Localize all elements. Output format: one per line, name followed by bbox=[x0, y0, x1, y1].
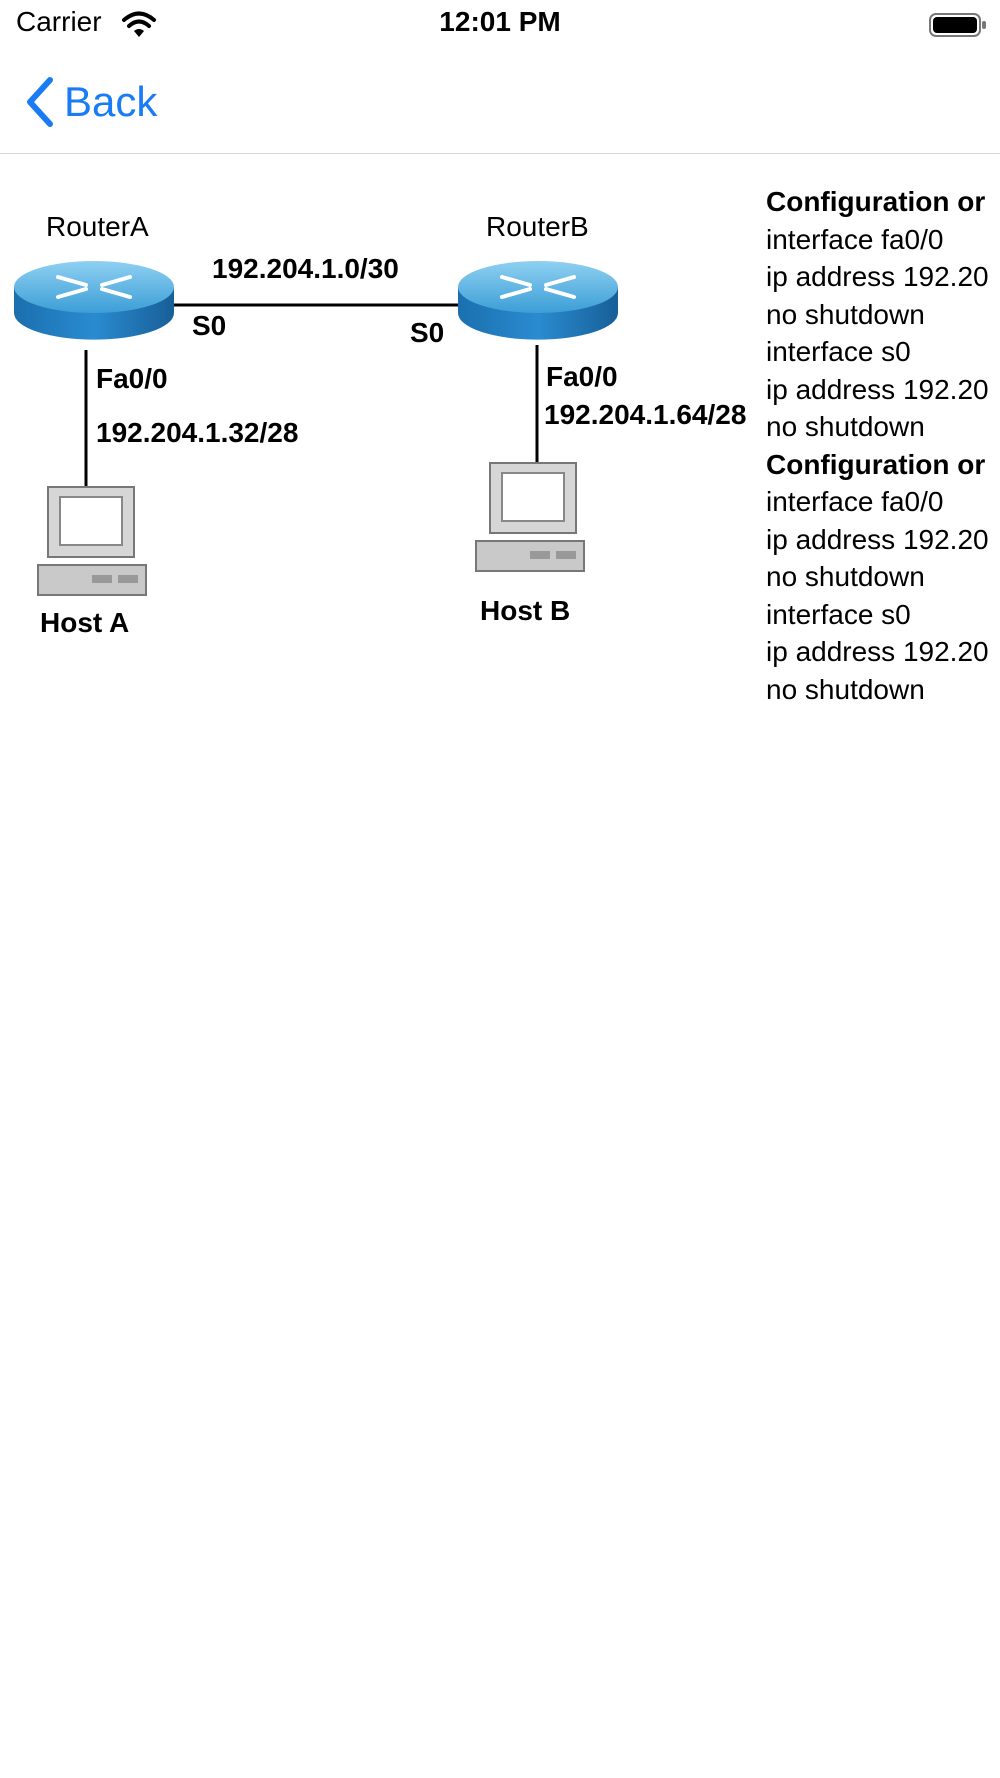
config-heading: Configuration or bbox=[766, 448, 986, 480]
back-button[interactable] bbox=[24, 72, 157, 132]
router-a-serial-label: S0 bbox=[192, 310, 227, 341]
host-b-label: Host B bbox=[480, 595, 571, 626]
config-line: interface s0 bbox=[766, 336, 911, 367]
chevron-left-icon bbox=[24, 76, 54, 128]
router-b-serial-label: S0 bbox=[410, 317, 445, 348]
host-a-computer-icon bbox=[38, 487, 146, 595]
configuration-text bbox=[766, 183, 1000, 708]
lan-a-subnet-label: 192.204.1.32/28 bbox=[96, 417, 299, 448]
wan-subnet-label: 192.204.1.0/30 bbox=[212, 253, 399, 284]
config-heading: Configuration or bbox=[766, 186, 986, 217]
router-a-icon bbox=[14, 261, 174, 340]
lan-b-subnet-label: 192.204.1.64/28 bbox=[544, 399, 747, 430]
config-line: interface fa0/0 bbox=[766, 223, 944, 255]
nav-divider bbox=[0, 153, 1000, 154]
status-time: 12:01 PM bbox=[439, 6, 561, 37]
host-a-label: Host A bbox=[40, 607, 130, 638]
config-line: no shutdown bbox=[766, 673, 925, 705]
config-line: ip address 192.20 bbox=[766, 636, 989, 667]
router-a-fa-label: Fa0/0 bbox=[96, 363, 168, 394]
router-b-fa-label: Fa0/0 bbox=[546, 361, 618, 392]
config-line: interface s0 bbox=[766, 598, 911, 630]
config-line: no shutdown bbox=[766, 411, 925, 442]
back-label: Back bbox=[64, 78, 158, 125]
host-b-computer-icon bbox=[476, 463, 584, 571]
router-a-label: RouterA bbox=[46, 211, 149, 242]
config-line: no shutdown bbox=[766, 561, 925, 592]
router-b-label: RouterB bbox=[486, 211, 589, 242]
config-line: ip address 192.20 bbox=[766, 261, 989, 292]
config-line: no shutdown bbox=[766, 298, 925, 330]
battery-icon bbox=[928, 10, 988, 40]
config-line: interface fa0/0 bbox=[766, 486, 944, 517]
config-line: ip address 192.20 bbox=[766, 523, 989, 555]
carrier-label: Carrier bbox=[16, 6, 102, 37]
router-b-icon bbox=[458, 261, 618, 340]
network-diagram bbox=[0, 155, 1000, 715]
config-line: ip address 192.20 bbox=[766, 373, 989, 405]
